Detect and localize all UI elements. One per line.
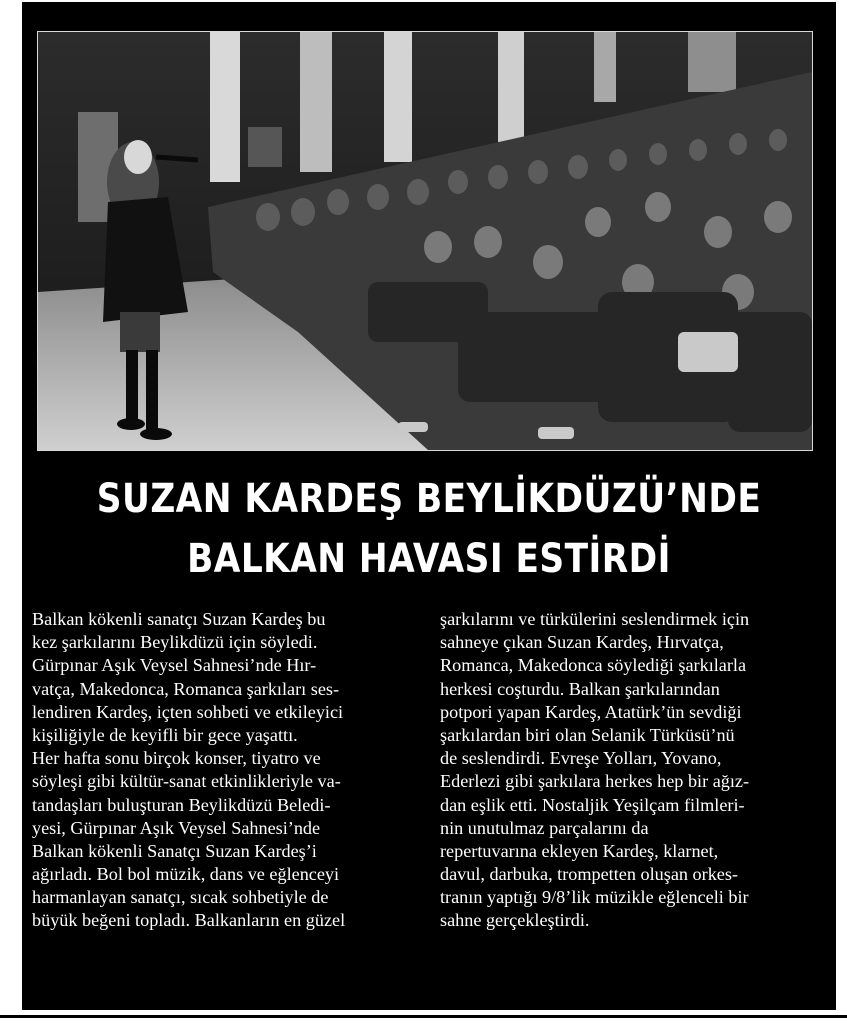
- text-line: kişiliğiyle de keyifli bir gece yaşattı.: [32, 724, 298, 745]
- article-column-left: [32, 608, 426, 933]
- news-clipping: [22, 2, 836, 1010]
- text-line: tranın yaptığı 9/8’lik müzikle eğlenceli bir: [440, 887, 749, 908]
- text-line: şarkılarını ve türkülerini seslendirmek için: [440, 609, 750, 629]
- text-line: Her hafta sonu birçok konser, tiyatro ve: [32, 748, 321, 769]
- text-line: Ederlezi gibi şarkılara herkes hep bir ağız-: [440, 771, 750, 792]
- text-line: lendiren Kardeş, içten sohbeti ve etkileyici: [32, 701, 344, 722]
- text-line: de seslendirdi. Evreşe Yolları, Yovano,: [440, 748, 722, 769]
- text-line: söyleşi gibi kültür-sanat etkinlikleriyle va-: [32, 771, 341, 792]
- text-line: yesi, Gürpınar Aşık Veysel Sahnesi’nde: [32, 817, 321, 838]
- text-line: Balkan kökenli Sanatçı Suzan Kardeş’i: [32, 840, 317, 861]
- text-line: ağırladı. Bol bol müzik, dans ve eğlenceyi: [32, 864, 340, 885]
- text-line: dan eşlik etti. Nostaljik Yeşilçam filmleri-: [440, 794, 745, 815]
- headline-line-2: BALKAN HAVASI ESTİRDİ: [187, 536, 671, 582]
- text-line: herkesi coşturdu. Balkan şarkılarından: [440, 678, 720, 699]
- article-column-right: [440, 608, 830, 933]
- headline-line-1: SUZAN KARDEŞ BEYLİKDÜZÜ’NDE: [96, 476, 762, 522]
- text-line: vatça, Makedonca, Romanca şarkıları ses-: [32, 678, 340, 699]
- text-line: Romanca, Makedonca söylediği şarkılarla: [440, 655, 747, 676]
- text-line: tandaşları buluşturan Beylikdüzü Beledi-: [32, 794, 331, 815]
- text-line: harmanlayan sanatçı, sıcak sohbetiyle de: [32, 887, 329, 908]
- text-line: Balkan kökenli sanatçı Suzan Kardeş bu: [32, 609, 326, 629]
- text-line: şarkılardan biri olan Selanik Türküsü’nü: [440, 724, 735, 745]
- text-line: davul, darbuka, trompetten oluşan orkes-: [440, 864, 738, 885]
- text-line: repertuvarına ekleyen Kardeş, klarnet,: [440, 840, 719, 861]
- concert-photo-illustration: [38, 32, 812, 450]
- text-line: kez şarkılarını Beylikdüzü için söyledi.: [32, 632, 318, 653]
- text-line: nin unutulmaz parçalarını da: [440, 817, 649, 838]
- text-line: büyük beğeni topladı. Balkanların en güzel: [32, 910, 346, 931]
- text-line: sahneye çıkan Suzan Kardeş, Hırvatça,: [440, 632, 724, 653]
- bottom-rule: [0, 1015, 847, 1018]
- text-line: Gürpınar Aşık Veysel Sahnesi’nde Hır-: [32, 655, 317, 676]
- text-line: sahne gerçekleştirdi.: [440, 910, 590, 931]
- concert-photo: [37, 31, 813, 451]
- text-line: potpori yapan Kardeş, Atatürk’ün sevdiği: [440, 701, 742, 722]
